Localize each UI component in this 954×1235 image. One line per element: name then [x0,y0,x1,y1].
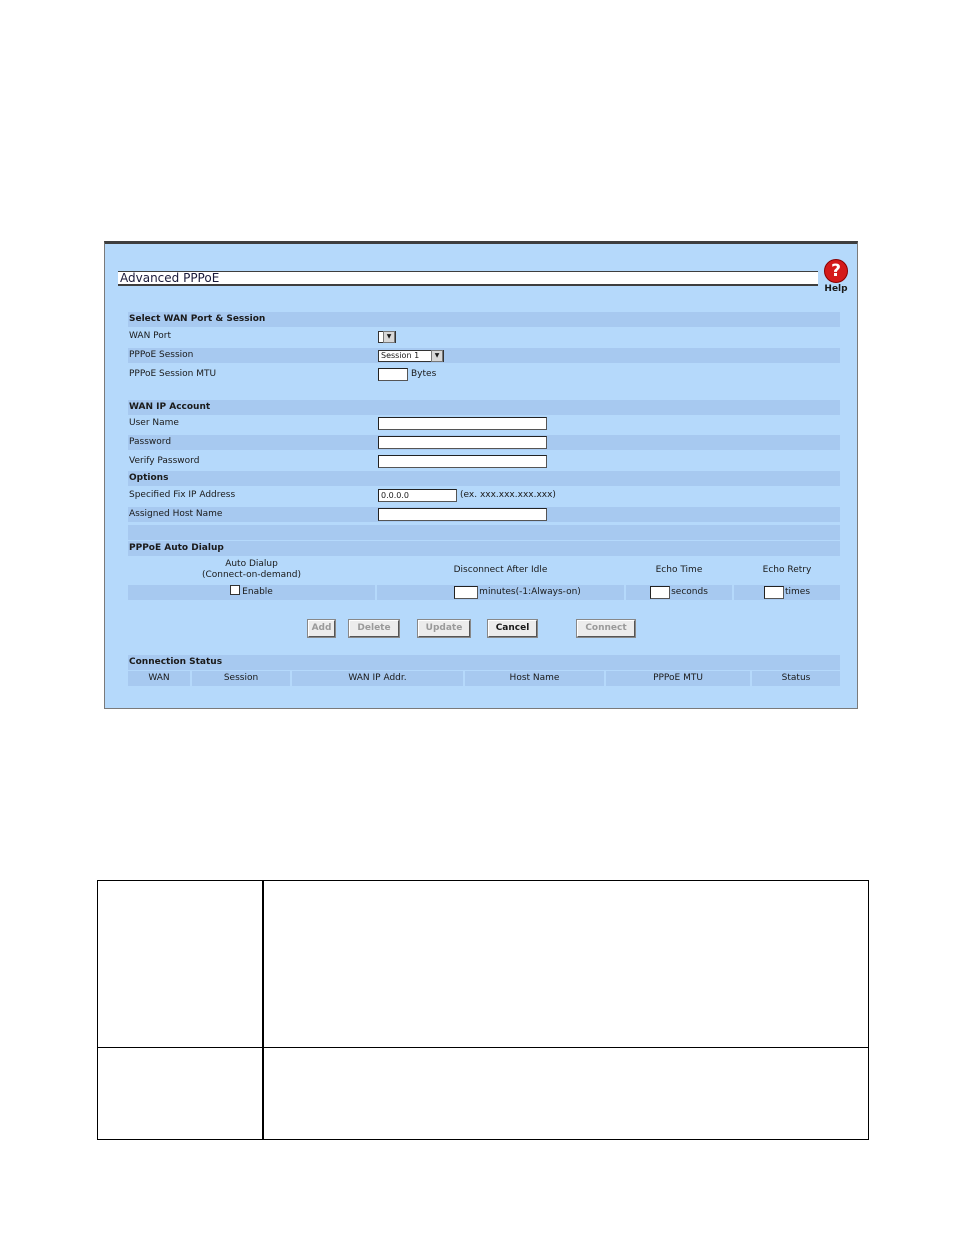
pppoe-mtu-input[interactable] [378,368,408,381]
col-echo-retry: Echo Retry [762,565,812,575]
connect-button[interactable]: Connect [577,620,635,637]
pppoe-mtu-row [128,367,840,382]
help-icon: ? [824,259,848,283]
host-name-row [128,507,840,522]
wan-section-heading-text: Select WAN Port & Session [129,314,266,324]
verify-password-input[interactable] [378,455,547,468]
echo-retry-cell [734,585,840,600]
fix-ip-input[interactable]: 0.0.0.0 [378,489,457,502]
description-table [97,880,869,1140]
password-row [128,435,840,450]
dialup-values-row [128,585,840,600]
status-col-pppoe-mtu: PPPoE MTU [606,671,750,686]
echo-time-cell [626,585,732,600]
dialup-section-heading [128,541,840,556]
enable-cell [128,585,375,600]
cancel-button[interactable]: Cancel [488,620,537,637]
enable-checkbox[interactable] [230,585,240,595]
idle-minutes-input[interactable] [454,586,478,599]
echo-retry-input[interactable] [764,586,784,599]
status-col-wan: WAN [128,671,190,686]
status-col-wan-ip: WAN IP Addr. [292,671,463,686]
options-section-heading [128,471,840,486]
echo-time-input[interactable] [650,586,670,599]
status-col-status: Status [752,671,840,686]
idle-minutes-label: minutes(-1:Always-on) [479,587,581,597]
update-button[interactable]: Update [418,620,470,637]
username-input[interactable] [378,417,547,430]
verify-password-label: Verify Password [129,456,200,466]
col-echo-time: Echo Time [655,565,703,575]
pppoe-session-row [128,348,840,363]
advanced-pppoe-panel [104,241,858,709]
table-column-divider [262,881,264,1139]
status-section-heading-text: Connection Status [129,657,223,667]
chevron-down-icon: ▼ [431,350,443,362]
wan-section-heading [128,312,840,327]
host-name-input[interactable] [378,508,547,521]
spacer-band [128,525,840,540]
fix-ip-hint: (ex. xxx.xxx.xxx.xxx) [460,490,556,500]
account-section-heading [128,400,840,415]
idle-cell [377,585,624,600]
status-col-session: Session [192,671,290,686]
host-name-label: Assigned Host Name [129,509,223,519]
pppoe-mtu-label: PPPoE Session MTU [129,369,217,379]
wan-port-select[interactable] [378,331,396,343]
pppoe-session-label: PPPoE Session [129,350,194,360]
wan-port-row [128,329,840,344]
dialup-column-headers [128,557,840,583]
username-row [128,416,840,431]
col-disconnect: Disconnect After Idle [453,565,548,575]
password-label: Password [129,437,172,447]
status-table-header [128,671,840,686]
col-auto-dialup-line1: Auto Dialup [225,559,278,569]
delete-button[interactable]: Delete [349,620,399,637]
seconds-label: seconds [671,587,708,597]
status-col-host-name: Host Name [465,671,604,686]
add-button[interactable]: Add [308,620,335,637]
chevron-down-icon: ▼ [383,331,395,343]
verify-password-row [128,454,840,469]
status-section-heading [128,655,840,670]
fix-ip-label: Specified Fix IP Address [129,490,236,500]
enable-label: Enable [242,587,273,597]
password-input[interactable] [378,436,547,449]
col-auto-dialup-line2: (Connect-on-demand) [201,570,302,580]
mtu-unit-label: Bytes [411,369,437,379]
wan-port-label: WAN Port [129,331,171,341]
username-label: User Name [129,418,179,428]
account-section-heading-text: WAN IP Account [129,402,211,412]
help-button[interactable] [821,259,851,294]
pppoe-session-select[interactable] [378,350,444,362]
panel-title: Advanced PPPoE [118,271,818,286]
col-auto-dialup [128,559,375,581]
times-label: times [784,587,811,597]
dialup-section-heading-text: PPPoE Auto Dialup [129,543,224,553]
options-section-heading-text: Options [129,473,169,483]
pppoe-session-value: Session 1 [381,351,420,360]
fix-ip-row [128,488,840,503]
table-row-divider [98,1047,868,1048]
help-label: Help [824,284,848,294]
